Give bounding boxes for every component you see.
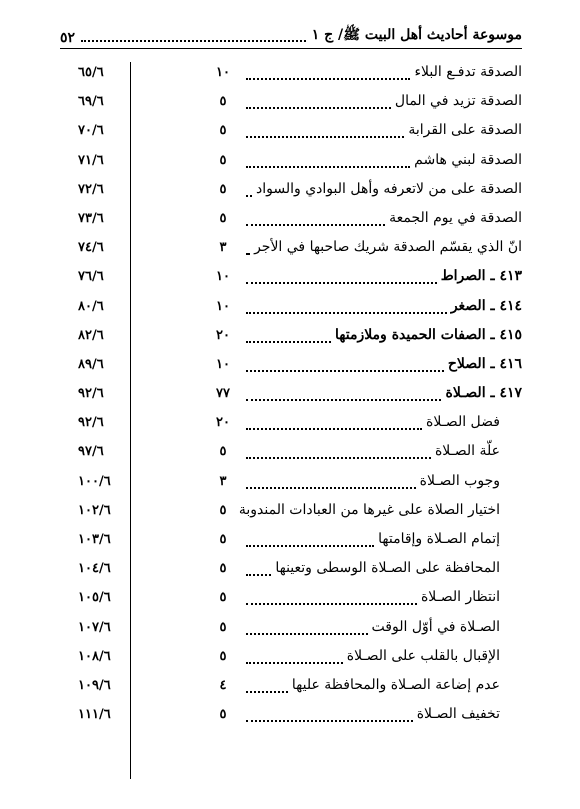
entry-page-ref: ٦٥/٦ — [78, 65, 104, 80]
entry-title: الإقبال بالقلب على الصـلاة — [346, 647, 500, 664]
entry-hadith-count: ٣ — [219, 473, 227, 489]
entry-page-ref: ٦٩/٦ — [78, 94, 104, 110]
entry-title: إتمام الصـلاة وإقامتها — [378, 531, 500, 547]
index-entry — [60, 702, 522, 731]
entry-hadith-count: ٥ — [219, 532, 227, 547]
entry-hadith-count: ٥ — [219, 152, 227, 168]
entry-leader-dots — [246, 720, 413, 722]
entry-page-ref: ٧٤/٦ — [78, 240, 104, 256]
index-entry — [60, 264, 522, 293]
index-entry — [60, 118, 522, 147]
index-entry — [60, 60, 522, 89]
index-entry — [60, 352, 522, 381]
entry-page-ref: ١٠٨/٦ — [78, 648, 111, 664]
entry-title: الصدقة لبني هاشم — [414, 151, 522, 168]
entry-hadith-count: ٥ — [219, 181, 227, 197]
entry-hadith-count: ٥ — [219, 619, 227, 635]
entry-leader-dots — [246, 78, 410, 80]
entry-leader-dots — [246, 107, 391, 109]
index-entry — [60, 381, 522, 410]
entry-hadith-count: ٥ — [219, 502, 227, 518]
index-entry — [60, 206, 522, 235]
entry-page-ref: ١٠٤/٦ — [78, 561, 111, 577]
entry-leader-dots — [246, 166, 410, 168]
index-entry — [60, 556, 522, 585]
entry-leader-dots — [246, 370, 444, 372]
index-entry — [60, 410, 522, 439]
entry-title: الصدقة على القرابة — [408, 122, 522, 139]
entry-leader-dots — [246, 341, 331, 343]
header-rule — [60, 48, 522, 49]
index-entry — [60, 673, 522, 702]
entry-title: ٤١٦ ـ الصلاح — [447, 355, 522, 372]
index-entry — [60, 439, 522, 468]
entry-page-ref: ٧١/٦ — [78, 152, 104, 168]
entry-page-ref: ٨٩/٦ — [78, 356, 104, 372]
index-entry — [60, 148, 522, 177]
entry-page-ref: ٩٢/٦ — [78, 415, 104, 431]
entry-page-ref: ١٠٠/٦ — [78, 473, 111, 489]
entry-title: علّة الصـلاة — [434, 443, 500, 460]
index-entry — [60, 469, 522, 498]
entry-page-ref: ١٠٢/٦ — [78, 502, 111, 518]
index-entry — [60, 177, 522, 206]
entry-title: اختيار الصلاة على غيرها من العبادات المندوبة — [238, 501, 500, 518]
entry-hadith-count: ٥ — [219, 648, 227, 664]
entry-leader-dots — [246, 312, 447, 314]
entry-title: ٤١٣ ـ الصراط — [440, 268, 522, 285]
entry-title: المحافظة على الصـلاة الوسطى وتعينها — [275, 560, 500, 577]
entry-title: فضل الصـلاة — [426, 414, 500, 431]
entry-leader-dots — [246, 603, 417, 605]
entry-title: الصـلاة في أوّل الوقت — [371, 618, 500, 635]
entry-leader-dots — [246, 253, 250, 255]
entry-title: ٤١٥ ـ الصفات الحميدة وملازمتها — [335, 326, 522, 343]
entry-page-ref: ١٠٣/٦ — [78, 532, 111, 547]
entry-page-ref: ٩٧/٦ — [78, 444, 104, 460]
index-entry — [60, 644, 522, 673]
entry-page-ref: ٩٢/٦ — [78, 386, 104, 402]
entry-leader-dots — [246, 662, 343, 664]
header-title: موسوعة أحاديث أهل البيت ﷺ/ ج ١ — [311, 27, 522, 43]
entry-leader-dots — [246, 633, 368, 635]
entry-hadith-count: ٥ — [219, 561, 227, 577]
entry-hadith-count: ١٠ — [216, 269, 230, 285]
entry-page-ref: ٧٦/٦ — [78, 269, 104, 285]
entry-hadith-count: ٥ — [219, 590, 227, 606]
entry-hadith-count: ٢٠ — [216, 415, 230, 431]
entry-title: الصدقة تدفـع البلاء — [414, 64, 522, 80]
entry-title: عدم إضاعة الصـلاة والمحافظة عليها — [291, 676, 500, 693]
entry-hadith-count: ٥ — [219, 707, 227, 723]
entry-page-ref: ١٠٩/٦ — [78, 677, 111, 693]
entry-hadith-count: ١٠ — [216, 65, 230, 80]
entry-title: وجوب الصـلاة — [419, 472, 500, 489]
index-entry — [60, 89, 522, 118]
entry-page-ref: ١٠٧/٦ — [78, 619, 111, 635]
entry-hadith-count: ٣ — [219, 240, 227, 256]
entry-page-ref: ٨٠/٦ — [78, 298, 104, 314]
index-entry — [60, 585, 522, 614]
entry-title: انّ الذي يقسّم الصدقة شريك صاحبها في الأجر — [254, 239, 522, 256]
entry-page-ref: ٧٢/٦ — [78, 181, 104, 197]
entry-page-ref: ٧٠/٦ — [78, 123, 104, 139]
entry-leader-dots — [246, 691, 288, 693]
index-entry — [60, 323, 522, 352]
entry-hadith-count: ٧٧ — [216, 386, 230, 402]
entry-leader-dots — [246, 399, 441, 401]
entry-title: ٤١٧ ـ الصـلاة — [445, 385, 522, 402]
entry-hadith-count: ٥ — [219, 210, 227, 226]
index-entry — [60, 527, 522, 556]
entry-page-ref: ١١١/٦ — [78, 707, 111, 723]
entry-page-ref: ٨٢/٦ — [78, 327, 104, 343]
entry-hadith-count: ١٠ — [216, 298, 230, 314]
entry-page-ref: ١٠٥/٦ — [78, 590, 111, 606]
entry-hadith-count: ٤ — [219, 677, 227, 693]
entry-hadith-count: ٥ — [219, 123, 227, 139]
entry-hadith-count: ١٠ — [216, 356, 230, 372]
header-page-number: ٥٢ — [60, 30, 76, 46]
entry-hadith-count: ٥ — [219, 94, 227, 110]
entry-title: الصدقة في يوم الجمعة — [389, 209, 522, 226]
index-entry — [60, 235, 522, 264]
entry-leader-dots — [246, 195, 252, 197]
entry-leader-dots — [246, 457, 431, 459]
index-entry — [60, 615, 522, 644]
entry-title: تخفيف الصـلاة — [416, 706, 500, 723]
entry-hadith-count: ٥ — [219, 444, 227, 460]
entry-leader-dots — [246, 545, 374, 547]
entry-leader-dots — [246, 487, 416, 489]
entry-leader-dots — [246, 428, 422, 430]
index-entries — [60, 60, 522, 731]
index-entry — [60, 498, 522, 527]
entry-leader-dots — [246, 574, 271, 576]
entry-leader-dots — [246, 282, 437, 284]
entry-title: الصدقة على من لاتعرفه وأهل البوادي والسواد — [255, 180, 522, 197]
entry-title: انتظار الصـلاة — [420, 589, 500, 606]
entry-page-ref: ٧٣/٦ — [78, 210, 104, 226]
header-leader — [81, 40, 306, 42]
entry-title: ٤١٤ ـ الصغر — [450, 297, 522, 314]
page-header — [60, 24, 522, 46]
entry-title: الصدقة تزيد في المال — [394, 93, 522, 110]
entry-leader-dots — [246, 136, 404, 138]
entry-hadith-count: ٢٠ — [216, 327, 230, 343]
entry-leader-dots — [246, 224, 385, 226]
index-entry — [60, 294, 522, 323]
